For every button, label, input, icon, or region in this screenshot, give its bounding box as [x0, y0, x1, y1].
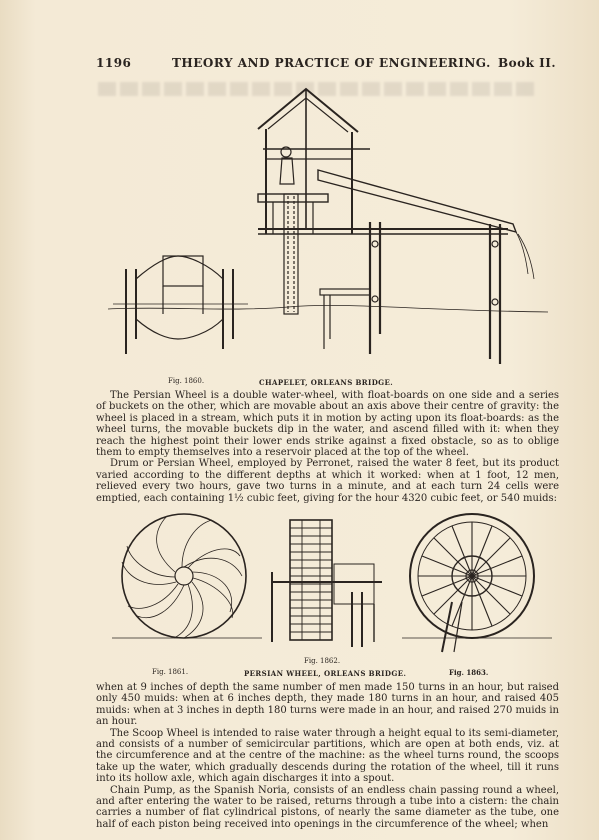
persian-wheel-illustrations	[112, 512, 562, 654]
figures-persian-wheel	[112, 512, 562, 654]
chapelet-illustration	[108, 84, 548, 374]
fig-1861-label: Fig. 1861.	[152, 668, 189, 676]
running-header	[96, 56, 556, 72]
paragraph-block-1	[96, 390, 559, 504]
fig-1860-label: Fig. 1860.	[168, 377, 205, 385]
paragraph-drum-wheel: Drum or Persian Wheel, employed by Perronet, raised the water 8 feet, but its product varied according to the different depths at which it worked: when at 1 foot, 12 men, relieved every two hours, gave two turns in a minute, and at each turn 24 cells were emptied, each containing 1½ cubic feet, giving for the hour 4320 cubic feet, or 540 muids:	[96, 458, 559, 504]
fig-1860-caption: CHAPELET, ORLEANS BRIDGE.	[259, 378, 394, 387]
fig-1862-caption: PERSIAN WHEEL, ORLEANS BRIDGE.	[244, 669, 407, 678]
paragraph-scoop-wheel: The Scoop Wheel is intended to raise water through a height equal to its semi-diameter, and consists of a number of semicircular partitions, which are open at both ends, viz. at the circumference and at the centre of the machine: as the wheel turns round, the scoops take up the water, which gradually descends during the rotation of the wheel, till it runs into its hollow axle, which again discharges it into a spout.	[96, 727, 559, 785]
book-label: Book II.	[497, 56, 556, 70]
paragraph-persian-wheel: The Persian Wheel is a double water-wheel, with float-boards on one side and a series of buckets on the other, which are movable about an axis above their centre of gravity: the wheel is placed in a stream, which puts it in motion by acting upon its float-boards: as the wheel turns, the movable buckets dip in the water, and ascend filled with it: when they reach the highest point their lower ends strike against a fixed obstacle, so as to oblige them to empty themselves into a reservoir placed at the top of the wheel.	[96, 390, 559, 459]
figure-chapelet	[108, 84, 548, 374]
fig-1863-label: Fig. 1863.	[449, 668, 489, 677]
running-title: THEORY AND PRACTICE OF ENGINEERING.	[172, 56, 491, 70]
fig-1862-label: Fig. 1862.	[304, 657, 341, 665]
paragraph-chain-pump: Chain Pump, as the Spanish Noria, consists of an endless chain passing round a wheel, and after entering the water to be raised, returns through a tube into a cistern: the chain carries a number of flat cylindrical pistons, of nearly the same diameter as the tube, one half of each piston being received into openings in the circumference of the wheel; when	[96, 784, 559, 830]
page-number: 1196	[96, 56, 132, 70]
paragraph-block-2	[96, 682, 559, 830]
paragraph-continuation: when at 9 inches of depth the same number of men made 150 turns in an hour, but raised only 450 muids: when at 6 inches depth, they made 180 turns in an hour, and raised 405 muids: when at 3 inches in depth 180 turns were made in an hour, and raised 270 muids in an hour.	[96, 682, 559, 728]
